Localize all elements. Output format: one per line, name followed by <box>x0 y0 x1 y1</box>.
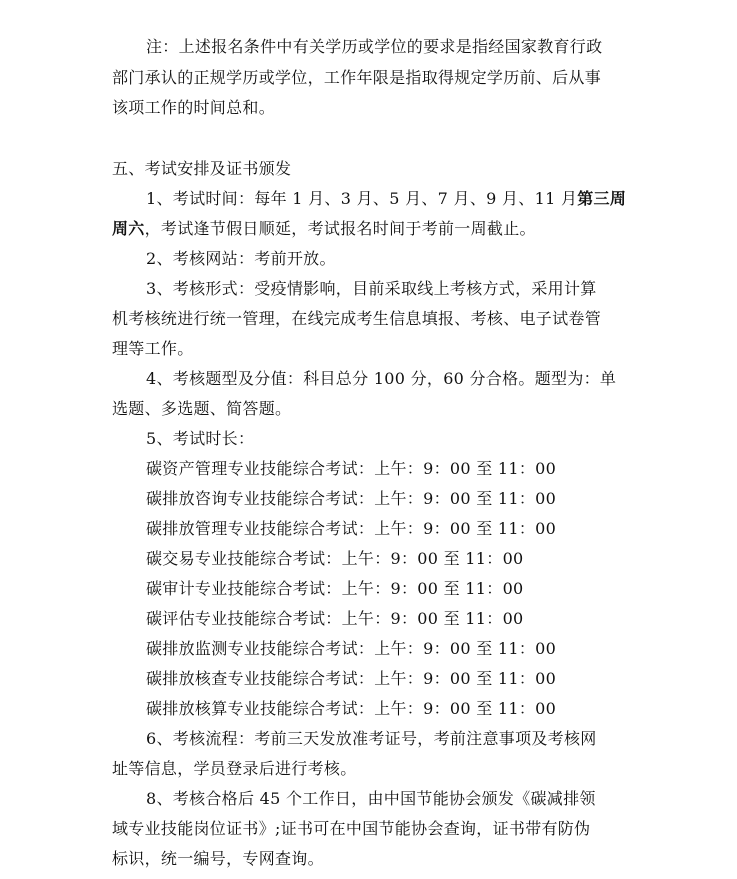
exam-time-week-bold: 第三周 <box>577 189 627 208</box>
certificate-line-1: 8、考核合格后 45 个工作日，由中国节能协会颁发《碳减排领 <box>146 789 596 808</box>
schedule-item: 碳排放核查专业技能综合考试：上午：9：00 至 11：00 <box>146 669 557 688</box>
schedule-item: 碳评估专业技能综合考试：上午：9：00 至 11：00 <box>146 609 524 628</box>
certificate-line-3: 标识，统一编号，专网查询。 <box>112 849 324 868</box>
process-line-2: 址等信息，学员登录后进行考核。 <box>112 759 357 778</box>
note-line-2: 部门承认的正规学历或学位，工作年限是指取得规定学历前、后从事 <box>112 68 602 87</box>
section-heading: 五、考试安排及证书颁发 <box>112 159 292 178</box>
certificate-line-2: 域专业技能岗位证书》;证书可在中国节能协会查询，证书带有防伪 <box>112 819 591 838</box>
schedule-item: 碳排放咨询专业技能综合考试：上午：9：00 至 11：00 <box>146 489 557 508</box>
schedule-item: 碳交易专业技能综合考试：上午：9：00 至 11：00 <box>146 549 524 568</box>
note-line-1: 注：上述报名条件中有关学历或学位的要求是指经国家教育行政 <box>146 37 603 56</box>
schedule-item: 碳排放核算专业技能综合考试：上午：9：00 至 11：00 <box>146 699 557 718</box>
schedule-item: 碳审计专业技能综合考试：上午：9：00 至 11：00 <box>146 579 524 598</box>
duration-label: 5、考试时长： <box>146 429 255 448</box>
exam-time-line-1 <box>146 184 626 214</box>
form-line-3: 理等工作。 <box>112 339 194 358</box>
exam-time-text: 1、考试时间：每年 1 月、3 月、5 月、7 月、9 月、11 月 <box>146 189 578 208</box>
schedule-item: 碳资产管理专业技能综合考试：上午：9：00 至 11：00 <box>146 459 557 478</box>
question-types-line-2: 选题、多选题、简答题。 <box>112 399 292 418</box>
form-line-2: 机考核统进行统一管理，在线完成考生信息填报、考核、电子试卷管 <box>112 309 602 328</box>
exam-time-day-bold: 周六 <box>112 219 145 238</box>
exam-time-rest: ，考试逢节假日顺延，考试报名时间于考前一周截止。 <box>144 219 536 238</box>
exam-time-line-2 <box>112 214 536 244</box>
process-line-1: 6、考核流程：考前三天发放准考证号，考前注意事项及考核网 <box>146 729 597 748</box>
note-line-3: 该项工作的时间总和。 <box>112 98 276 117</box>
schedule-item: 碳排放管理专业技能综合考试：上午：9：00 至 11：00 <box>146 519 557 538</box>
schedule-item: 碳排放监测专业技能综合考试：上午：9：00 至 11：00 <box>146 639 557 658</box>
question-types-line-1: 4、考核题型及分值：科目总分 100 分，60 分合格。题型为：单 <box>146 369 617 388</box>
website-line: 2、考核网站：考前开放。 <box>146 249 336 268</box>
form-line-1: 3、考核形式：受疫情影响，目前采取线上考核方式，采用计算 <box>146 279 597 298</box>
